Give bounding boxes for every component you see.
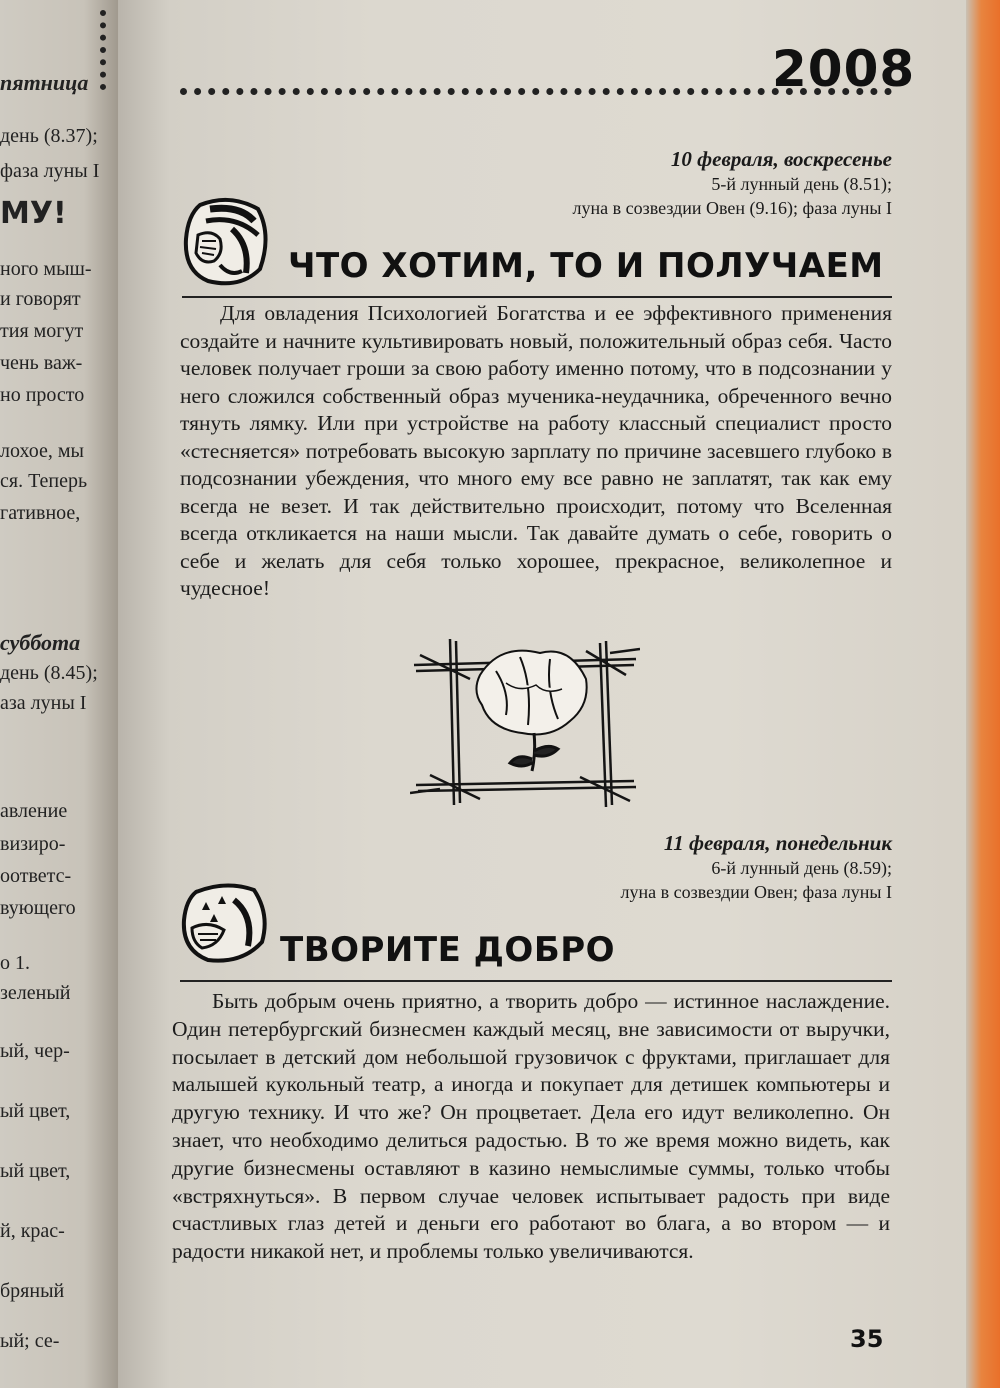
left-page-line: и говорят xyxy=(0,288,81,310)
poppy-frame-illustration xyxy=(410,635,640,810)
left-page-line: зеленый xyxy=(0,982,71,1004)
entry2-moon-info: луна в созвездии Овен; фаза луны I xyxy=(620,882,892,902)
entry1-lunar-day: 5-й лунный день (8.51); xyxy=(711,174,892,194)
left-page-line: вующего xyxy=(0,897,76,919)
left-page-line: чень важ- xyxy=(0,352,83,374)
entry1-body xyxy=(180,300,892,603)
entry2-lunar-day: 6-й лунный день (8.59); xyxy=(711,858,892,878)
dotted-rule xyxy=(180,88,892,95)
left-page-line: пятница xyxy=(0,70,89,95)
left-page-line: оответс- xyxy=(0,865,72,887)
left-page-line: ый; се- xyxy=(0,1330,60,1352)
left-page xyxy=(0,0,120,1388)
entry1-date-block xyxy=(573,146,892,220)
entry2-paragraph: Быть добрым очень приятно, а творить добро — истинное наслаждение. Один петербургский бизнесмен каждый месяц, вне зависимости от выручки, посылает в детский дом небольшой грузовичок с фруктами, приглашает для малышей кукольный театр, а иногда и покупает для детишек компьютеры и другую технику. И что же? Он процветает. Дела его идут великолепно. Он знает, что необходимо делиться радостью. В то же время можно видеть, как другие бизнесмены оставляют в казино немыслимые суммы, только чтобы «встряхнуться». В первом случае человек испытывает радость при виде счастливых глаз детей и деньги его работают во блага, а во втором — и радости никакой нет, и проблемы только увеличиваются. xyxy=(172,989,890,1264)
left-page-line: ного мыш- xyxy=(0,258,92,280)
left-page-line: день (8.37); xyxy=(0,125,98,147)
left-page-line: визиро- xyxy=(0,833,66,855)
left-page-line: ый цвет, xyxy=(0,1160,71,1182)
stone-hands-icon xyxy=(178,880,270,964)
entry1-title: ЧТО ХОТИМ, ТО И ПОЛУЧАЕМ xyxy=(288,246,884,286)
entry2-date: 11 февраля, понедельник xyxy=(663,831,892,855)
page-number: 35 xyxy=(850,1325,884,1353)
left-page-line: о 1. xyxy=(0,952,30,974)
stone-face-icon xyxy=(180,195,270,287)
entry1-title-rule xyxy=(182,296,892,298)
left-page-line: ый, чер- xyxy=(0,1040,70,1062)
left-page-line: суббота xyxy=(0,630,81,655)
entry1-paragraph: Для овладения Психологией Богатства и ее эффективного применения создайте и начните культивировать новый, положительный образ себя. Часто человек получает гроши за свою работу именно потому, что в подсознании у него сложился собственный образ мученика-неудачника, обреченного вечно тянуть лямку. Или при устройстве на работу классный специалист просто «стесняется» потребовать высокую зарплату по причине засевшего глубоко в подсознании убеждения, что много ему все равно не заплатят, так как ему всегда не везет. И так действительно происходит, потому что Вселенная всегда откликается на наши мысли. Так давайте думать о себе, говорить о себе и желать для себя только хорошее, прекрасное, великолепное и чудесное! xyxy=(180,301,892,600)
page-edge xyxy=(966,0,1000,1388)
year-heading: 2008 xyxy=(772,40,916,98)
entry2-date-block xyxy=(621,830,893,904)
entry1-date: 10 февраля, воскресенье xyxy=(670,147,892,171)
entry2-title-rule xyxy=(180,980,892,982)
entry2-body xyxy=(172,988,890,1266)
entry2-title: ТВОРИТЕ ДОБРО xyxy=(280,930,616,970)
left-page-line: бряный xyxy=(0,1280,65,1302)
left-page-line: тия могут xyxy=(0,320,84,342)
left-page-line: но просто xyxy=(0,384,85,406)
left-page-line: авление xyxy=(0,800,68,822)
left-page-line: МУ! xyxy=(0,196,67,231)
left-page-line: й, крас- xyxy=(0,1220,65,1242)
left-page-line: гативное, xyxy=(0,502,81,524)
left-page-line: лохое, мы xyxy=(0,440,84,462)
left-page-line: ся. Теперь xyxy=(0,470,88,492)
left-page-line: день (8.45); xyxy=(0,662,98,684)
left-page-line: ый цвет, xyxy=(0,1100,71,1122)
entry1-moon-info: луна в созвездии Овен (9.16); фаза луны I xyxy=(572,198,892,218)
left-page-line: фаза луны I xyxy=(0,160,100,182)
left-page-line: аза луны I xyxy=(0,692,87,714)
